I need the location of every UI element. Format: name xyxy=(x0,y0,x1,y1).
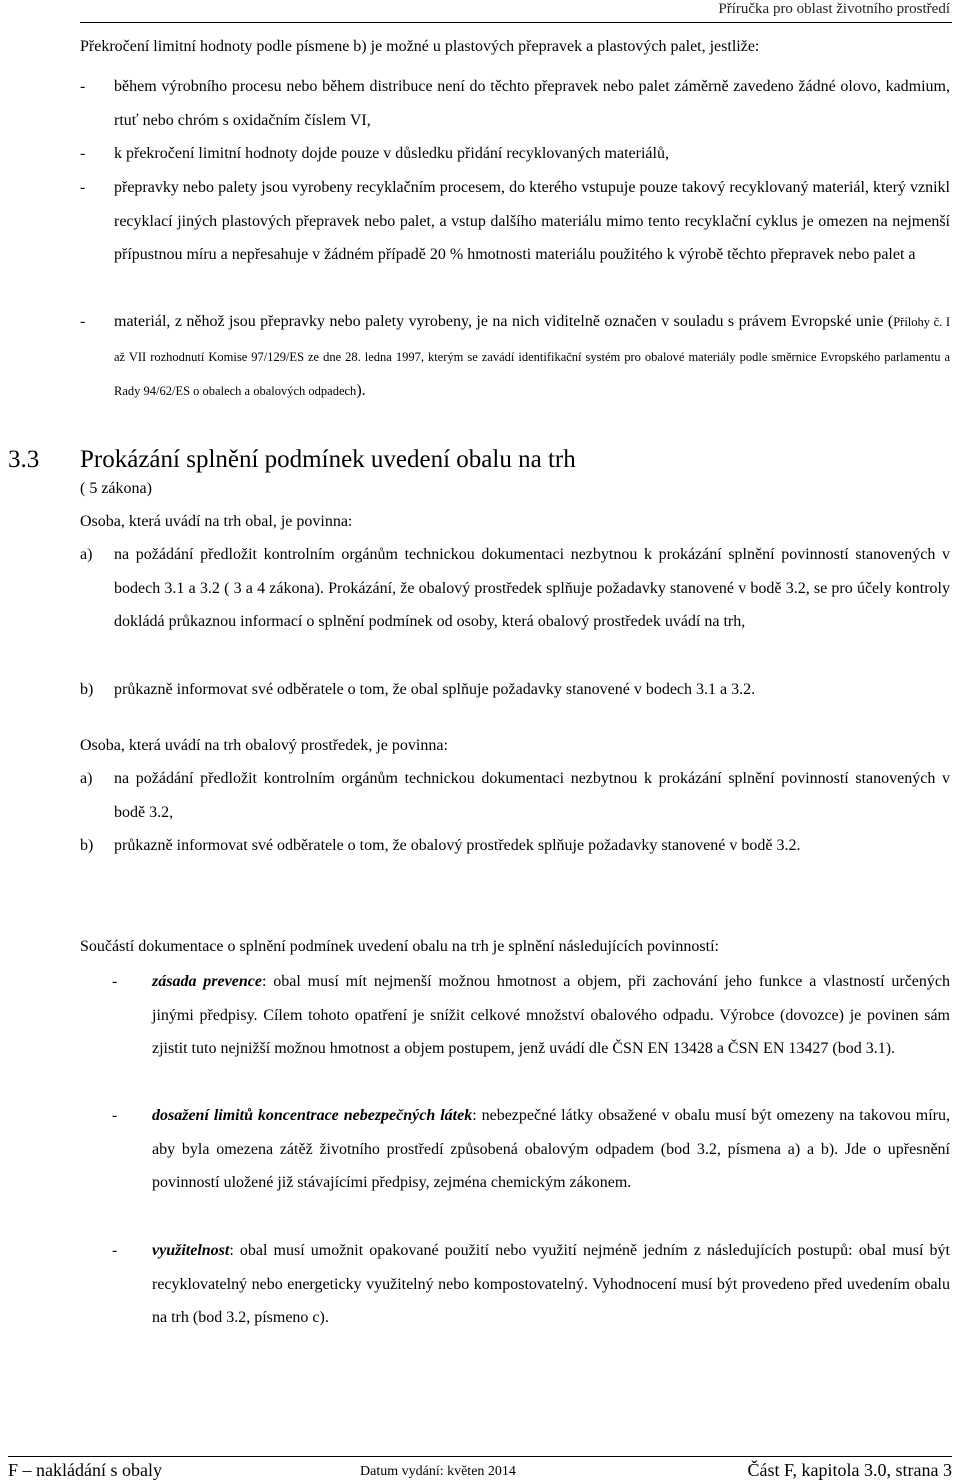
condition-reference-text: Přílohy č. I až VII rozhodnutí Komise 97/129/ES ze dne 28. ledna 1997, kterým se zavádí identifikační systém pro obalové materiály podle směrnice Evropského parlamentu a Rady 94/62/ES o obalech a obalových odpadech xyxy=(114,315,950,399)
item-text: na požádání předložit kontrolním orgánům technickou dokumentaci nezbytnou k prokázání splnění povinností stanovených v bodě 3.2, xyxy=(114,770,950,821)
obligation-term: využitelnost xyxy=(152,1242,230,1259)
list-item xyxy=(80,762,950,829)
running-header: Příručka pro oblast životního prostředí xyxy=(718,1,950,17)
obligation-text xyxy=(152,965,950,1066)
footer-page: Část F, kapitola 3.0, strana 3 xyxy=(747,1460,952,1480)
section-number: 3.3 xyxy=(8,446,40,473)
dash-bullet: - xyxy=(80,145,86,162)
block1-lead: Osoba, která uvádí na trh obal, je povinna: xyxy=(80,513,353,530)
dash-bullet: - xyxy=(80,78,86,95)
item-label: a) xyxy=(80,770,93,787)
block2-lead: Osoba, která uvádí na trh obalový prostředek, je povinna: xyxy=(80,737,448,754)
obligation-item xyxy=(80,965,950,1066)
list-item xyxy=(80,538,950,639)
condition-text: přepravky nebo palety jsou vyrobeny recyklačním procesem, do kterého vstupuje pouze takový recyklovaný materiál, který vznikl recyklací jiných plastových přepravek nebo palet, a vstup dalšího materiálu mimo tento recyklační cyklus je omezen na nejmenší přípustnou míru a nepřesahuje v žádném případě 20 % hmotnosti materiálu použitého k výrobě těchto přepravek nebo palet a xyxy=(114,179,950,264)
section-title: Prokázání splnění podmínek uvedení obalu na trh xyxy=(80,446,576,473)
condition-item xyxy=(80,70,950,137)
dash-bullet: - xyxy=(112,973,118,990)
obligation-item xyxy=(80,1234,950,1335)
intro-paragraph: Překročení limitní hodnoty podle písmene b) je možné u plastových přepravek a plastových palet, jestliže: xyxy=(80,38,760,55)
condition-item xyxy=(80,305,950,409)
footer-rule xyxy=(8,1456,952,1457)
obligation-description: : nebezpečné látky obsažené v obalu musí být omezeny na takovou míru, aby byla omezena zátěž životního prostředí způsobená obalovým odpadem (bod 3.2, písmena a) a b). Jde o upřesnění povinností uložené již stávajícími předpisy, zejména chemickým zákonem. xyxy=(152,1107,951,1192)
item-text: průkazně informovat své odběratele o tom, že obalový prostředek splňuje požadavky stanovené v bodě 3.2. xyxy=(114,837,801,854)
obligation-term: dosažení limitů koncentrace nebezpečných látek xyxy=(152,1107,473,1124)
obligation-text xyxy=(152,1234,950,1335)
section-subtitle: ( 5 zákona) xyxy=(80,480,152,497)
item-text: průkazně informovat své odběratele o tom, že obal splňuje požadavky stanovené v bodech 3.1 a 3.2. xyxy=(114,681,756,698)
footer-chapter: F – nakládání s obaly xyxy=(8,1460,162,1480)
item-label: b) xyxy=(80,837,94,854)
dash-bullet: - xyxy=(112,1107,118,1124)
item-label: a) xyxy=(80,546,93,563)
condition-end-text: ). xyxy=(356,382,366,400)
item-label: b) xyxy=(80,681,94,698)
header-rule xyxy=(80,22,952,23)
list-item xyxy=(80,673,950,707)
obligation-text xyxy=(152,1099,950,1200)
condition-text: během výrobního procesu nebo během distribuce není do těchto přepravek nebo palet záměrně zavedeno žádné olovo, kadmium, rtuť nebo chróm s oxidačním číslem VI, xyxy=(114,78,950,129)
list-item xyxy=(80,829,950,863)
dash-bullet: - xyxy=(112,1242,118,1259)
condition-item xyxy=(80,137,950,171)
condition-item xyxy=(80,171,950,272)
obligation-description: : obal musí umožnit opakované použití nebo využití nejméně jedním z následujících postupů: obal musí být recyklovatelný nebo energeticky využitelný nebo kompostovatelný. Vyhodnocení musí být provedeno před uvedením obalu na trh (bod 3.2, písmeno c). xyxy=(152,1242,950,1327)
dash-bullet: - xyxy=(80,179,86,196)
condition-main-text: materiál, z něhož jsou přepravky nebo palety vyrobeny, je na nich viditelně označen v souladu s právem Evropské unie ( xyxy=(114,313,894,330)
item-text: na požádání předložit kontrolním orgánům technickou dokumentaci nezbytnou k prokázání splnění povinností stanovených v bodech 3.1 a 3.2 ( 3 a 4 zákona). Prokázání, že obalový prostředek splňuje požadavky stanovené v bodě 3.2, se pro účely kontroly dokládá průkaznou informací o splnění podmínek od osoby, která obalový prostředek uvádí na trh, xyxy=(114,546,950,631)
condition-text: k překročení limitní hodnoty dojde pouze v důsledku přidání recyklovaných materiálů, xyxy=(114,145,669,162)
obligation-item xyxy=(80,1099,950,1200)
block3-lead: Součástí dokumentace o splnění podmínek uvedení obalu na trh je splnění následujících povinností: xyxy=(80,938,719,955)
obligation-term: zásada prevence xyxy=(152,973,262,990)
condition-text xyxy=(114,305,950,409)
footer-date: Datum vydání: květen 2014 xyxy=(360,1464,516,1479)
dash-bullet: - xyxy=(80,313,86,330)
obligation-description: : obal musí mít nejmenší možnou hmotnost a objem, při zachování jeho funkce a vlastností určených jinými předpisy. Cílem tohoto opatření je snížit celkové množství obalového odpadu. Výrobce (dovozce) je povinen sám zjistit tuto nejnižší možnou hmotnost a objem postupem, jenž uvádí dle ČSN EN 13428 a ČSN EN 13427 (bod 3.1). xyxy=(152,973,951,1058)
